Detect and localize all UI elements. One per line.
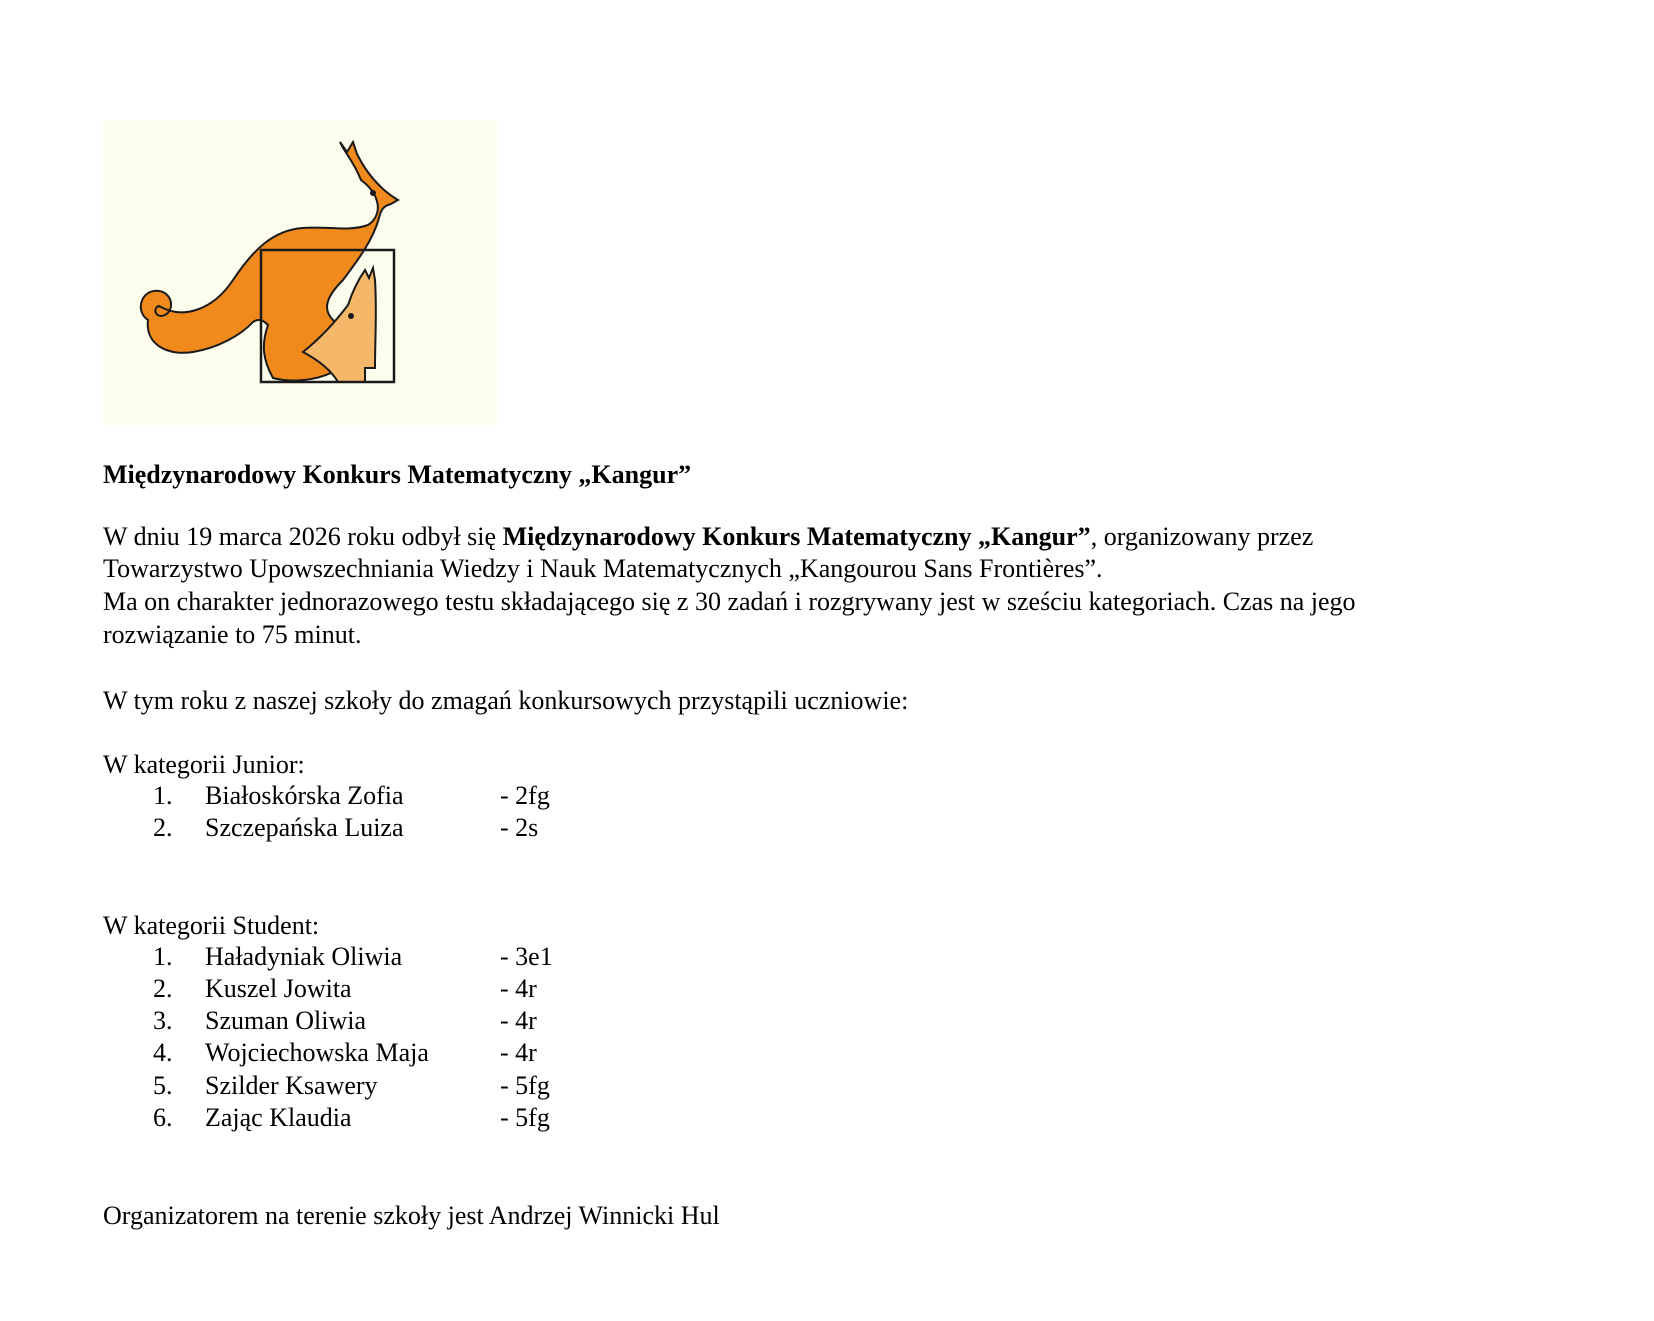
- student-class: - 5fg: [500, 1071, 550, 1100]
- student-row: [0, 1038, 700, 1070]
- student-class: - 4r: [500, 1006, 537, 1035]
- student-number: 1.: [153, 781, 173, 810]
- student-number: 5.: [153, 1071, 173, 1100]
- student-class: - 3e1: [500, 942, 553, 971]
- student-class: - 2fg: [500, 781, 550, 810]
- student-number: 4.: [153, 1038, 173, 1067]
- student-number: 3.: [153, 1006, 173, 1035]
- student-row: [0, 813, 700, 845]
- intro-line-1-pre: W dniu 19 marca 2026 roku odbył się: [103, 522, 503, 551]
- student-name: Haładyniak Oliwia: [205, 942, 403, 971]
- student-number: 2.: [153, 974, 173, 1003]
- student-class: - 5fg: [500, 1103, 550, 1132]
- participants-intro: W tym roku z naszej szkoły do zmagań konkursowych przystąpili uczniowie:: [103, 686, 909, 715]
- intro-line-1: [103, 521, 1313, 553]
- student-row: [0, 1071, 700, 1103]
- student-row: [0, 1006, 700, 1038]
- student-name: Kuszel Jowita: [205, 974, 352, 1003]
- kangur-logo: [103, 120, 497, 425]
- student-row: [0, 942, 700, 974]
- intro-contest-name: Międzynarodowy Konkurs Matematyczny „Kangur”: [502, 522, 1091, 551]
- student-row: [0, 1103, 700, 1135]
- kangaroo-eye: [370, 190, 376, 196]
- intro-line-3: Ma on charakter jednorazowego testu składającego się z 30 zadań i rozgrywany jest w sześciu kategoriach. Czas na jego: [103, 587, 1356, 616]
- footer-organizer: Organizatorem na terenie szkoły jest Andrzej Winnicki Hul: [103, 1201, 720, 1230]
- student-name: Szuman Oliwia: [205, 1006, 367, 1035]
- student-name: Szczepańska Luiza: [205, 813, 404, 842]
- intro-line-1-post: , organizowany przez: [1090, 522, 1314, 551]
- intro-line-4: rozwiązanie to 75 minut.: [103, 620, 362, 649]
- intro-line-2: Towarzystwo Upowszechniania Wiedzy i Nauk Matematycznych „Kangourou Sans Frontières”.: [103, 554, 1103, 583]
- student-class: - 4r: [500, 1038, 537, 1067]
- student-row: [0, 781, 700, 813]
- category-heading-student: W kategorii Student:: [103, 911, 320, 940]
- student-class: - 4r: [500, 974, 537, 1003]
- student-name: Wojciechowska Maja: [205, 1038, 429, 1067]
- page-title: Międzynarodowy Konkurs Matematyczny „Kangur”: [103, 460, 692, 489]
- student-row: [0, 974, 700, 1006]
- student-name: Zając Klaudia: [205, 1103, 352, 1132]
- student-number: 1.: [153, 942, 173, 971]
- student-name: Białoskórska Zofia: [205, 781, 404, 810]
- student-class: - 2s: [500, 813, 539, 842]
- joey-eye: [348, 313, 354, 319]
- student-name: Szilder Ksawery: [205, 1071, 378, 1100]
- student-number: 6.: [153, 1103, 173, 1132]
- student-number: 2.: [153, 813, 173, 842]
- category-heading-junior: W kategorii Junior:: [103, 750, 305, 779]
